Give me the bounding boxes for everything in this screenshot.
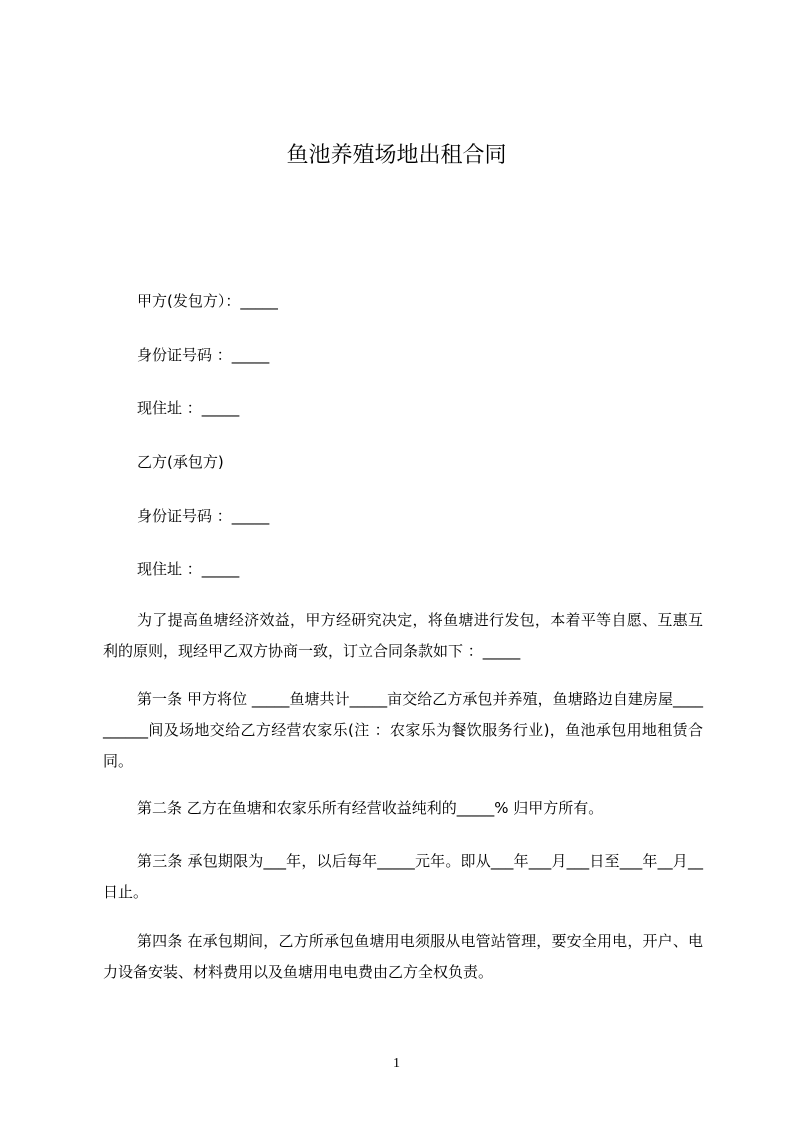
- page-number: 1: [393, 1056, 400, 1071]
- party-b-id-line: 身份证号码 ：_____: [137, 507, 270, 525]
- article-1-paragraph: 第一条 甲方将位 _____鱼塘共计_____亩交给乙方承包并养殖，鱼塘路边自建房屋__________间及场地交给乙方经营农家乐(注 ：农家乐为餐饮服务行业)，鱼池承包用地租赁合同。: [103, 690, 703, 770]
- article-3-paragraph: 第三条 承包期限为___年，以后每年_____元年。即从___年___月___日至___年__月__日止。: [103, 852, 703, 901]
- article-4-paragraph: 第四条 在承包期间，乙方所承包鱼塘用电须服从电管站管理，要安全用电，开户、电力设备安装、材料费用以及鱼塘用电电费由乙方全权负责。: [103, 932, 703, 981]
- party-a-line: 甲方(发包方）：_____: [137, 292, 278, 310]
- party-b-line: 乙方(承包方): [137, 453, 224, 471]
- party-a-id-line: 身份证号码 ：_____: [137, 346, 270, 364]
- party-a-address-line: 现住址 ：_____: [137, 399, 240, 417]
- party-b-address-line: 现住址 ：_____: [137, 560, 240, 578]
- document-title: 鱼池养殖场地出租合同: [286, 143, 507, 168]
- article-2-paragraph: 第二条 乙方在鱼塘和农家乐所有经营收益纯利的_____% 归甲方所有。: [137, 799, 604, 817]
- intro-paragraph: 为了提高鱼塘经济效益，甲方经研究决定，将鱼塘进行发包，本着平等自愿、互惠互利的原则，现经甲乙双方协商一致，订立合同条款如下 ：_____: [103, 611, 703, 660]
